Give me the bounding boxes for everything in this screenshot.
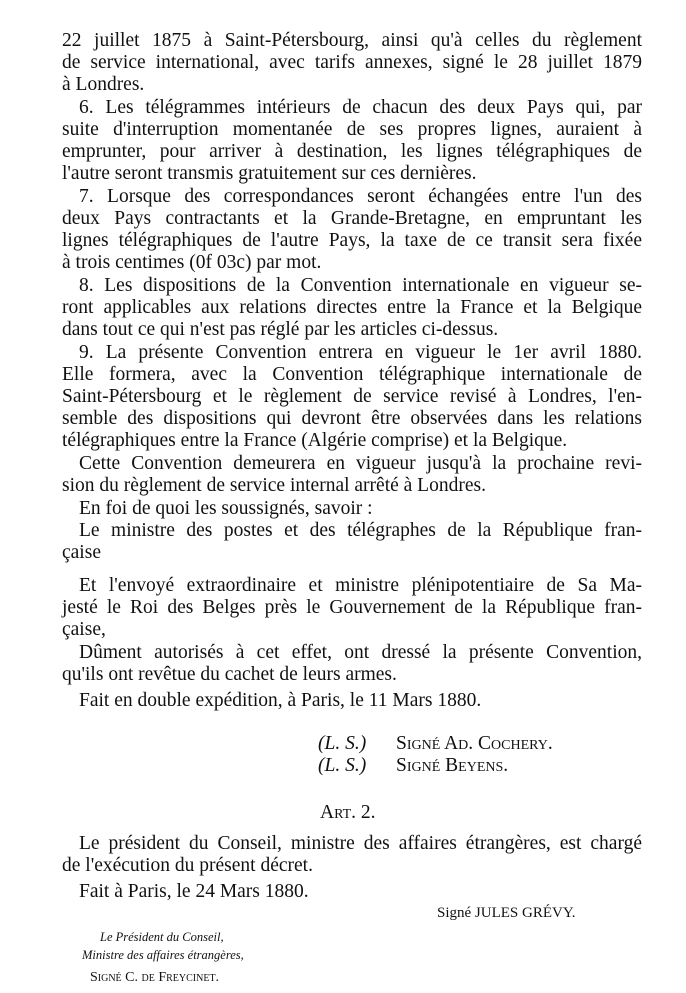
text-line: l'autre seront transmis gratuitement sur ces dernières. xyxy=(62,163,477,184)
seal-mark: (L. S.) xyxy=(318,733,367,754)
text-line: Dûment autorisés à cet effet, ont dressé la présente Convention, xyxy=(79,642,642,663)
text-line: suite d'interruption momentanée de ses propres lignes, auraient à xyxy=(62,119,642,140)
text-line: 7. Lorsque des correspondances seront échangées entre l'un des xyxy=(79,186,642,207)
text-line: emprunter, pour arriver à destination, les lignes télégraphiques de xyxy=(62,141,642,162)
text-line: ront applicables aux relations directes entre la France et la Belgique xyxy=(62,297,642,318)
signature-freycinet: Signé C. de Freycinet. xyxy=(90,970,220,985)
text-line: Cette Convention demeurera en vigueur jusqu'à la prochaine revi- xyxy=(79,453,642,474)
text-line: 6. Les télégrammes intérieurs de chacun des deux Pays qui, par xyxy=(79,97,642,118)
text-line: à Londres. xyxy=(62,74,145,95)
text-line: Elle formera, avec la Convention télégraphique internationale de xyxy=(62,364,642,385)
text-line: Le président du Conseil, ministre des affaires étrangères, est chargé xyxy=(79,833,642,854)
text-line: Fait à Paris, le 24 Mars 1880. xyxy=(79,881,309,902)
text-line: çaise, xyxy=(62,619,106,640)
text-line: télégraphiques entre la France (Algérie comprise) et la Belgique. xyxy=(62,430,568,451)
text-line: Saint-Pétersbourg et le règlement de service revisé à Londres, l'en- xyxy=(62,386,642,407)
signature-cochery: Signé Ad. Cochery. xyxy=(396,733,553,754)
text-line: lignes télégraphiques de l'autre Pays, la taxe de ce transit sera fixée xyxy=(62,230,642,251)
text-line: Le ministre des postes et des télégraphes de la République fran- xyxy=(79,520,642,541)
text-line: sion du règlement de service internal arrêté à Londres. xyxy=(62,475,486,496)
seal-mark: (L. S.) xyxy=(318,755,367,776)
text-line: 9. La présente Convention entrera en vigueur le 1er avril 1880. xyxy=(79,342,642,363)
text-line: çaise xyxy=(62,542,101,563)
text-line: jesté le Roi des Belges près le Gouvernement de la République fran- xyxy=(62,597,642,618)
text-line: semble des dispositions qui devront être observées dans les relations xyxy=(62,408,642,429)
text-line: dans tout ce qui n'est pas réglé par les articles ci-dessus. xyxy=(62,319,499,340)
text-line: Et l'envoyé extraordinaire et ministre plénipotentiaire de Sa Ma- xyxy=(79,575,642,596)
text-line: deux Pays contractants et la Grande-Bretagne, en empruntant les xyxy=(62,208,642,229)
text-line: 8. Les dispositions de la Convention internationale en vigueur se- xyxy=(79,275,642,296)
text-line: de l'exécution du présent décret. xyxy=(62,855,313,876)
countersign-title: Le Président du Conseil, xyxy=(100,930,224,944)
text-line: qu'ils ont revêtue du cachet de leurs armes. xyxy=(62,664,397,685)
countersign-title: Ministre des affaires étrangères, xyxy=(82,948,244,962)
signature-grevy: Signé JULES GRÉVY. xyxy=(437,905,576,921)
text-line: 22 juillet 1875 à Saint-Pétersbourg, ainsi qu'à celles du règlement xyxy=(62,30,642,51)
text-line: à trois centimes (0f 03c) par mot. xyxy=(62,252,322,273)
article-heading: Art. 2. xyxy=(320,802,376,823)
text-line: Fait en double expédition, à Paris, le 11 Mars 1880. xyxy=(79,690,482,711)
signature-beyens: Signé Beyens. xyxy=(396,755,509,776)
text-line: En foi de quoi les soussignés, savoir : xyxy=(79,498,373,519)
text-line: de service international, avec tarifs annexes, signé le 28 juillet 1879 xyxy=(62,52,642,73)
